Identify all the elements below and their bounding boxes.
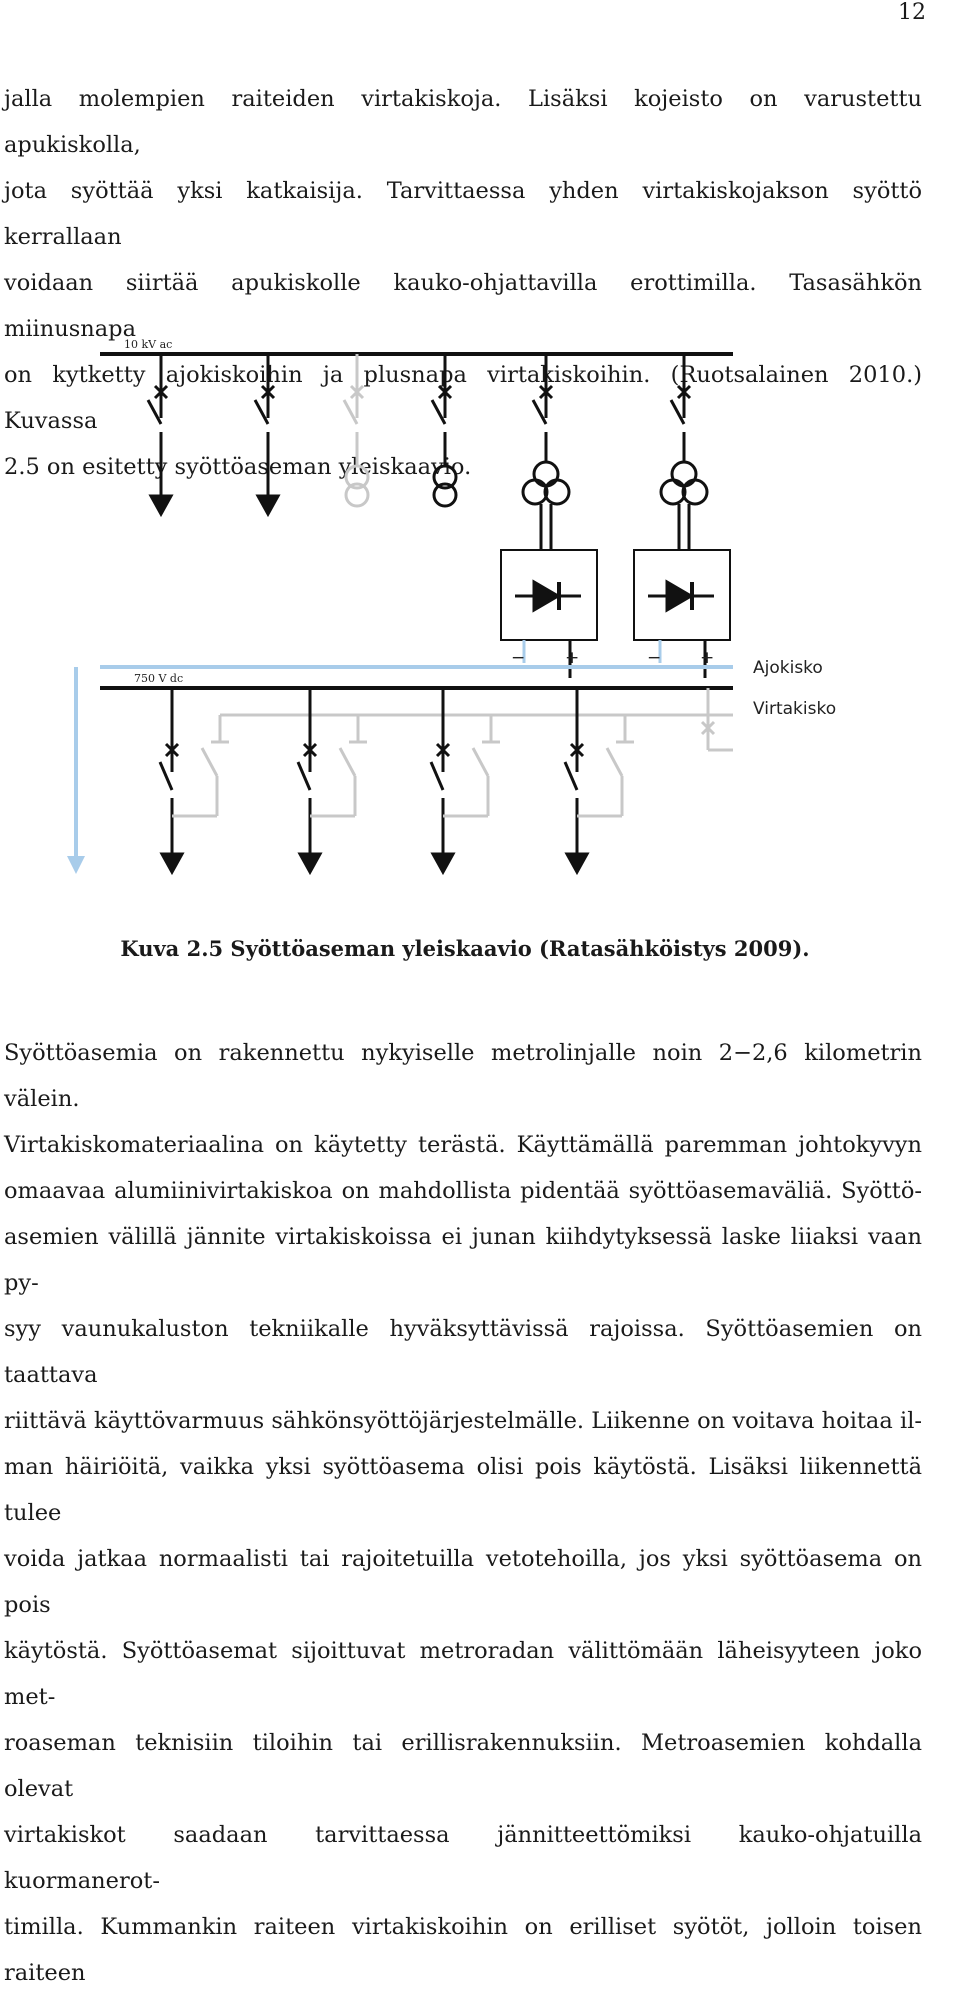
text-line: man häiriöitä, vaikka yksi syöttöasema olisi pois käytöstä. Lisäksi liikennettä tulee bbox=[4, 1454, 922, 1526]
text-line: riittävä käyttövarmuus sähkönsyöttöjärjestelmälle. Liikenne on voitava hoitaa il- bbox=[4, 1408, 922, 1434]
rectifier-feeder-2 bbox=[634, 354, 730, 678]
text-line: virtakiskot saadaan tarvittaessa jännitteettömiksi kauko-ohjatuilla kuormanerot- bbox=[4, 1822, 922, 1894]
auxiliary-breaker bbox=[702, 688, 733, 750]
ac-feeder-2 bbox=[255, 354, 278, 514]
text-line: Virtakiskomateriaalina on käytetty terästä. Käyttämällä paremman johtokyvyn bbox=[4, 1132, 922, 1158]
text-line: voidaan siirtää apukiskolle kauko-ohjattavilla erottimilla. Tasasähkön miinusnapa bbox=[4, 270, 922, 342]
text-line: omaavaa alumiinivirtakiskoa on mahdollista pidentää syöttöasemaväliä. Syöttö- bbox=[4, 1178, 922, 1204]
running-rail-label: Ajokisko bbox=[753, 658, 823, 678]
running-rail-arrow bbox=[67, 856, 85, 874]
text-line: Syöttöasemia on rakennettu nykyiselle metrolinjalle noin 2−2,6 kilometrin välein. bbox=[4, 1040, 922, 1112]
dc-bus-label: 750 V dc bbox=[134, 672, 184, 685]
rectifier-feeder-1 bbox=[501, 354, 597, 678]
rectifier-2-minus: − bbox=[647, 648, 662, 668]
rectifier-2-plus: + bbox=[700, 648, 715, 668]
text-line: jota syöttää yksi katkaisija. Tarvittaessa yhden virtakiskojakson syöttö kerrallaan bbox=[4, 178, 922, 250]
dc-feeder-1 bbox=[160, 688, 229, 872]
text-line: käytöstä. Syöttöasemat sijoittuvat metroradan välittömään läheisyyteen joko met- bbox=[4, 1638, 922, 1710]
figure-caption: Kuva 2.5 Syöttöaseman yleiskaavio (Ratasähköistys 2009). bbox=[120, 936, 810, 961]
ac-bus-label: 10 kV ac bbox=[124, 338, 173, 351]
substation-diagram bbox=[60, 330, 900, 920]
text-line: voida jatkaa normaalisti tai rajoitetuilla vetotehoilla, jos yksi syöttöasema on pois bbox=[4, 1546, 922, 1618]
text-line: 2.5 on esitetty syöttöaseman yleiskaavio. bbox=[4, 454, 472, 480]
rectifier-1-minus: − bbox=[511, 648, 526, 668]
ac-feeder-1 bbox=[148, 354, 171, 514]
text-line: timilla. Kummankin raiteen virtakiskoihin on erilliset syötöt, jolloin toisen raiteen bbox=[4, 1914, 922, 1986]
text-line: syy vaunukaluston tekniikalle hyväksyttävissä rajoissa. Syöttöasemien on taattava bbox=[4, 1316, 922, 1388]
text-line: jalla molempien raiteiden virtakiskoja. Lisäksi kojeisto on varustettu apukiskolla, bbox=[4, 86, 922, 158]
rectifier-1-plus: + bbox=[565, 648, 580, 668]
conductor-rail-label: Virtakisko bbox=[753, 699, 837, 719]
paragraph-main bbox=[4, 1030, 922, 1996]
text-line: asemien välillä jännite virtakiskoissa ei junan kiihdytyksessä laske liiaksi vaan py- bbox=[4, 1224, 922, 1296]
ac-feeder-3-faded bbox=[344, 354, 368, 506]
text-line: on kytketty ajokiskoihin ja plusnapa virtakiskoihin. (Ruotsalainen 2010.) Kuvassa bbox=[4, 362, 922, 434]
ac-feeder-4-transformer bbox=[432, 354, 456, 506]
page-number: 12 bbox=[898, 0, 926, 25]
text-line: roaseman teknisiin tiloihin tai erillisrakennuksiin. Metroasemien kohdalla olevat bbox=[4, 1730, 922, 1802]
running-rail bbox=[76, 667, 733, 858]
